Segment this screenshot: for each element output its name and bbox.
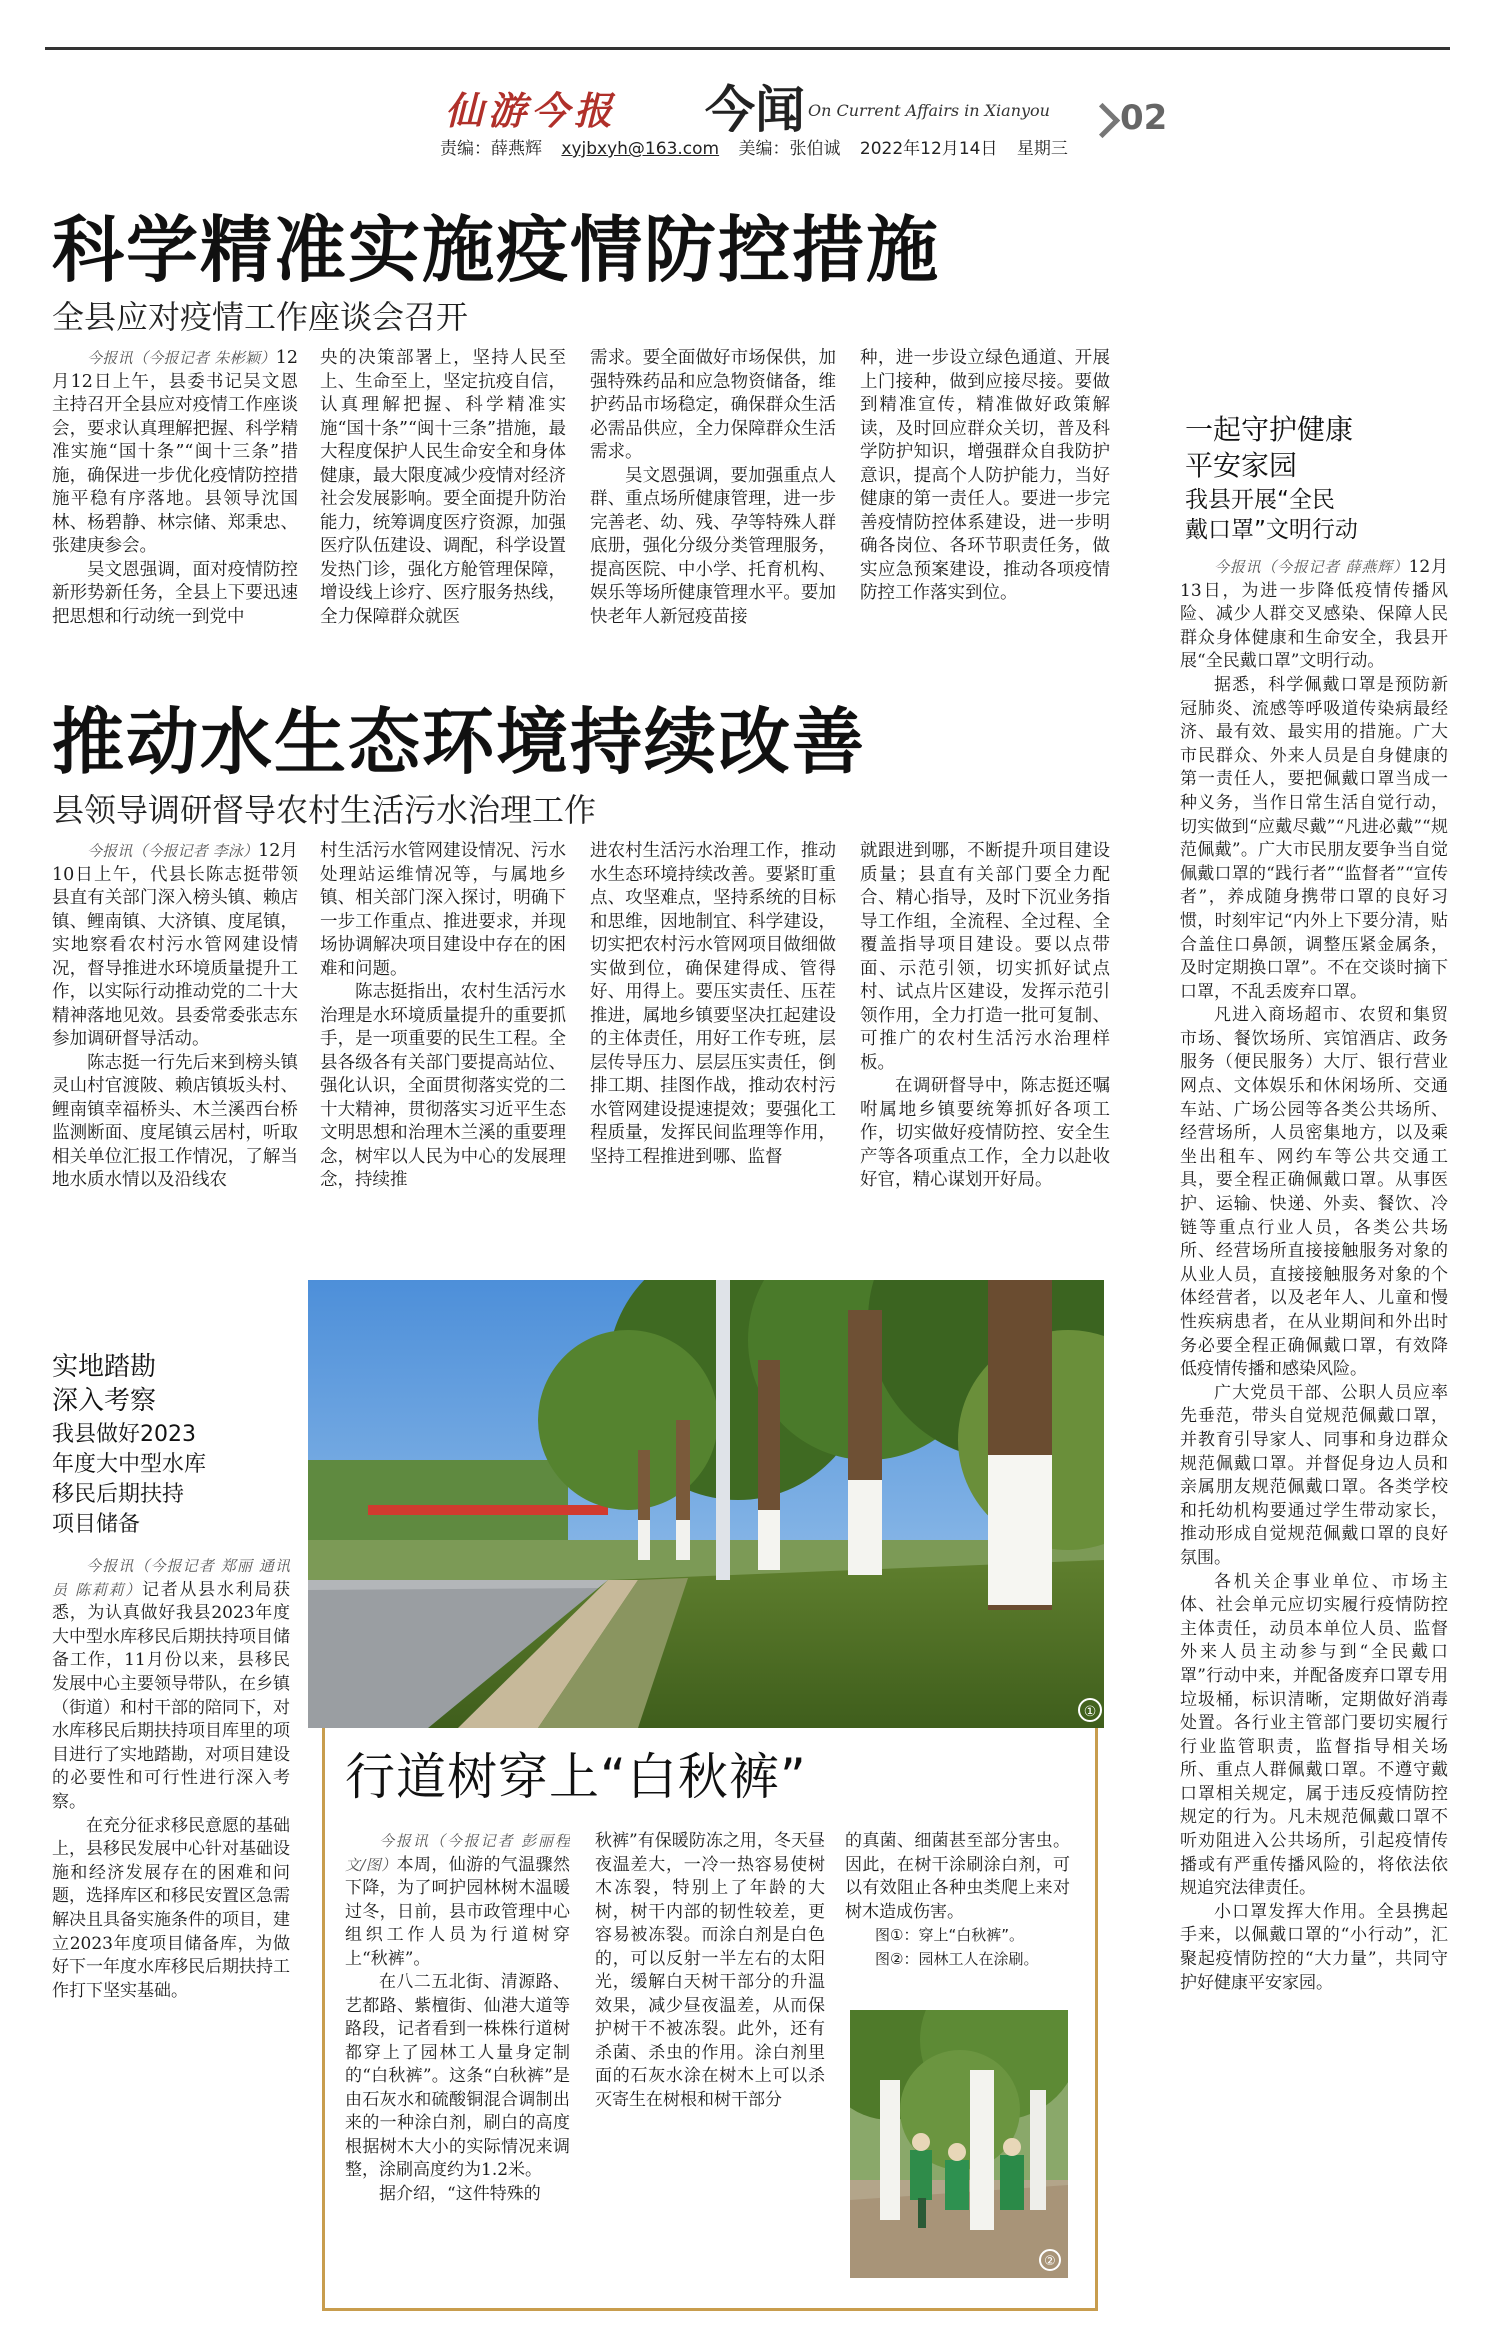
article1-text3: 需求。要全面做好市场保供，加强特殊药品和应急物资储备，维护药品市场稳定，确保群众生活必需品供应，全力保障群众生活需求。 — [590, 348, 836, 462]
article1-subhead: 全县应对疫情工作座谈会召开 — [52, 298, 469, 336]
leftbox-subhead-1: 我县做好2023 — [52, 1422, 196, 1447]
article1-col4 — [860, 347, 1110, 637]
article2-text3: 进农村生活污水治理工作，推动水生态环境持续改善。要紧盯重点、攻坚难点，坚持系统的目标和思维，因地制宜、科学建设，切实把农村污水管网项目做细做实做到位，确保建得成、管得好、用得上。要压实责任、压茬推进，属地乡镇要坚决扛起建设的主体责任，用好工作专班，层层传导压力、层层压实责任，倒排工期、挂图作战，推动农村污水管网建设提速提效；要强化工程质量，发挥民间监理等作用，坚持工程推进到哪、监督 — [590, 841, 836, 1167]
article1-col2 — [320, 347, 566, 637]
article2-subhead: 县领导调研督导农村生活污水治理工作 — [52, 791, 597, 829]
article1-col1 — [52, 347, 298, 637]
leftbox-body — [52, 1555, 290, 2135]
photo2-caption: 图②：园林工人在涂刷。 — [875, 1949, 1039, 1968]
article1-text2: 央的决策部署上，坚持人民至上、生命至上，坚定抗疫自信，认真理解把握、科学精准实施“国十条”“闽十三条”措施，最大程度保护人民生命安全和身体健康，最大限度减少疫情对经济社会发展影响。要全面提升防治能力，统筹调度医疗资源，加强医疗队伍建设、调配，科学设置发热门诊，强化方舱管理保障，增设线上诊疗、医疗服务热线，全力保障群众就医 — [320, 348, 566, 627]
article2-text2: 村生活污水管网建设情况、污水处理站运维情况等，与属地乡镇、相关部门深入探讨，明确下一步工作重点、推进要求，并现场协调解决项目建设中存在的困难和问题。 — [320, 841, 566, 979]
email-link[interactable]: xyjbxyh@163.com — [561, 139, 720, 159]
article1-text4: 种，进一步设立绿色通道、开展上门接种，做到应接尽接。要做到精准宣传，精准做好政策解读，及时回应群众关切，普及科学防护知识，增强群众自我防护意识，提高个人防护能力，当好健康的第一责任人。要进一步完善疫情防控体系建设，进一步明确各岗位、各环节职责任务，做实应急预案建设，推动各项疫情防控工作落实到位。 — [860, 348, 1110, 603]
photo-gardeners-painting — [850, 2010, 1068, 2278]
article2-col2 — [320, 840, 566, 1240]
article2-text4: 就跟进到哪，不断提升项目建设质量；县直有关部门要全力配合、精心指导，及时下沉业务指导工作组，全流程、全过程、全覆盖指导项目建设。要以点带面、示范引领，切实抓好试点村、试点片区建设，发挥示范引领作用，全力打造一批可复制、可推广的农村生活污水治理样板。 — [860, 841, 1110, 1073]
article2-text1: 12月10日上午，代县长陈志挺带领县直有关部门深入榜头镇、赖店镇、鲤南镇、大济镇、度尾镇，实地察看农村污水管网建设情况，督导推进水环境质量提升工作，以实际行动推动党的二十大精神落地见效。县委常委张志东参加调研督导活动。 — [52, 841, 298, 1049]
article2-headline: 推动水生态环境持续改善 — [52, 700, 867, 784]
date: 2022年12月14日 — [859, 139, 998, 159]
leftbox-p1: 记者从县水利局获悉，为认真做好我县2023年度大中型水库移民后期扶持项目储备工作，11月份以来，县移民发展中心主要领导带队，在乡镇（街道）和村干部的陪同下，对水库移民后期扶持项目库里的项目进行了实地踏勘，对项目建设的必要性和可行性进行深入考察。 — [52, 1579, 290, 1812]
chevron-right-icon — [1085, 103, 1120, 138]
leftbox-byline: 今报讯（今报记者 郑丽 通讯员 陈莉莉） — [52, 1557, 290, 1599]
sidebar-p4: 广大党员干部、公职人员应率先垂范，带头自觉规范佩戴口罩，并教育引导家人、同事和身边群众规范佩戴口罩。并督促身边人员和亲属朋友规范佩戴口罩。各类学校和托幼机构要通过学生带动家长，推动形成自觉规范佩戴口罩的良好氛围。 — [1180, 1382, 1448, 1568]
article3-byline: 今报讯（今报记者 彭丽程 文/图） — [345, 1832, 570, 1874]
article3-col1 — [345, 1830, 570, 2300]
article3-col3 — [845, 1830, 1070, 2005]
section-subtitle: On Current Affairs in Xianyou — [808, 101, 1050, 120]
article2-text1b: 陈志挺一行先后来到榜头镇灵山村官渡陂、赖店镇坂头村、鲤南镇幸福桥头、木兰溪西台桥监测断面、度尾镇云居村，听取相关单位汇报工作情况，了解当地水质水情以及沿线农 — [52, 1052, 298, 1190]
leftbox-headline-1: 实地踏勘 — [52, 1352, 157, 1382]
leftbox-headline-2: 深入考察 — [52, 1386, 157, 1416]
article2-col3 — [590, 840, 836, 1240]
photo-white-painted-trees — [308, 1280, 1104, 1728]
leftbox-subhead-3: 移民后期扶持 — [52, 1482, 185, 1507]
weekday: 星期三 — [1016, 139, 1068, 159]
leftbox-subhead-4: 项目储备 — [52, 1512, 141, 1537]
sidebar-headline-1: 一起守护健康 — [1185, 413, 1354, 446]
article2-col4 — [860, 840, 1110, 1240]
article1-byline: 今报讯（今报记者 朱彬颖） — [87, 349, 276, 367]
article3-text1: 本周，仙游的气温骤然下降，为了呵护园林树木温暖过冬，日前，县市政管理中心组织工作人员为行道树穿上“秋裤”。 — [345, 1854, 570, 1969]
article2-text4b: 在调研督导中，陈志挺还嘱咐属地乡镇要统筹抓好各项工作，切实做好疫情防控、安全生产等各项重点工作，全力以赴收好官，精心谋划开好局。 — [860, 1076, 1110, 1190]
sidebar-body — [1180, 556, 1448, 2156]
article3-text2: 秋裤”有保暖防冻之用，冬天昼夜温差大，一冷一热容易使树木冻裂，特别上了年龄的大树，树干内部的韧性较差，更容易被冻裂。而涂白剂是白色的，可以反射一半左右的太阳光，缓解白天树干部分的升温效果，减少昼夜温差，从而保护树干不被冻裂。此外，还有杀菌、杀虫的作用。涂白剂里面的石灰水涂在树木上可以杀灭寄生在树根和树干部分 — [595, 1831, 825, 2110]
article3-text1c: 据介绍，“这件特殊的 — [379, 2183, 541, 2204]
sidebar-p5: 各机关企事业单位、市场主体、社会单元应切实履行疫情防控主体责任，动员本单位人员、监督外来人员主动参与到“全民戴口罩”行动中来，并配备废弃口罩专用垃圾桶，标识清晰，定期做好消毒处置。各行业主管部门要切实履行行业监管职责，监督指导相关场所、重点人群佩戴口罩。不遵守戴口罩相关规定，属于违反疫情防控规定的行为。凡未规范佩戴口罩不听劝阻进入公共场所，引起疫情传播或有严重传播风险的，将依法依规追究法律责任。 — [1180, 1571, 1448, 1899]
sidebar-p2: 据悉，科学佩戴口罩是预防新冠肺炎、流感等呼吸道传染病最经济、最有效、最实用的措施。广大市民群众、外来人员是自身健康的第一责任人，要把佩戴口罩当成一种义务，当作日常生活自觉行动，切实做到“应戴尽戴”“凡进必戴”“规范佩戴”。广大市民朋友要争当自觉佩戴口罩的“践行者”“监督者”“宣传者”，养成随身携带口罩的良好习惯，时刻牢记“内外上下要分清，贴合盖住口鼻颌，调整压紧金属条，及时定期换口罩”。不在交谈时摘下口罩，不乱丢废弃口罩。 — [1180, 674, 1448, 1002]
photo1-caption: 图①：穿上“白秋裤”。 — [875, 1926, 1024, 1944]
photo1-number: ① — [1083, 1704, 1097, 1720]
top-rule — [45, 47, 1450, 50]
section-title: 今闻 — [705, 81, 805, 139]
article2-col1 — [52, 840, 298, 1240]
leftbox-subhead-2: 年度大中型水库 — [52, 1452, 207, 1477]
paper-name: 仙游今报 — [445, 88, 618, 133]
sidebar-p3: 凡进入商场超市、农贸和集贸市场、餐饮场所、宾馆酒店、政务服务（便民服务）大厅、银行营业网点、文体娱乐和休闲场所、交通车站、广场公园等各类公共场所、经营场所，人员密集地方，以及乘坐出租车、网约车等公共交通工具，要全程正确佩戴口罩。从事医护、运输、快递、外卖、餐饮、冷链等重点行业人员，各类公共场所、经营场所直接接触服务对象的从业人员，直接接触服务对象的个体经营者，以及老年人、儿童和慢性疾病患者，在从业期间和外出时务必要全程正确佩戴口罩，有效降低疫情传播和感染风险。 — [1180, 1005, 1448, 1380]
article1-text1b: 吴文恩强调，面对疫情防控新形势新任务，全县上下要迅速把思想和行动统一到党中 — [52, 559, 298, 627]
article1-text1: 12月12日上午，县委书记吴文恩主持召开全县应对疫情工作座谈会，要求认真理解把握、科学精准实施“国十条”“闽十三条”措施，确保进一步优化疫情防控措施平稳有序落地。县领导沈国林、杨碧静、林宗储、郑秉忠、张建庚参会。 — [52, 348, 298, 556]
sidebar-byline: 今报讯（今报记者 薛燕辉） — [1214, 558, 1409, 576]
article1-headline: 科学精准实施疫情防控措施 — [52, 208, 941, 292]
sidebar-p6: 小口罩发挥大作用。全县携起手来，以佩戴口罩的“小行动”，汇聚起疫情防控的“大力量”，共同守护好健康平安家园。 — [1180, 1901, 1448, 1993]
article3-headline: 行道树穿上“白秋裤” — [345, 1748, 807, 1806]
article1-col3 — [590, 347, 836, 637]
article2-text2b: 陈志挺指出，农村生活污水治理是水环境质量提升的重要抓手，是一项重要的民生工程。全县各级各有关部门要提高站位、强化认识，全面贯彻落实党的二十大精神，贯彻落实习近平生态文明思想和治理木兰溪的重要理念，树牢以人民为中心的发展理念，持续推 — [320, 982, 566, 1190]
article3-text1b: 在八二五北街、清源路、艺都路、紫檀街、仙港大道等路段，记者看到一株株行道树都穿上了园林工人量身定制的“白秋裤”。这条“白秋裤”是由石灰水和硫酸铜混合调制出来的一种涂白剂，刷白的高度根据树木大小的实际情况来调整，涂刷高度约为1.2米。 — [345, 1972, 570, 2180]
sidebar-headline-2: 平安家园 — [1185, 449, 1298, 482]
sidebar-subhead-2: 戴口罩”文明行动 — [1185, 517, 1358, 543]
masthead-info — [440, 134, 1082, 159]
article3-text3: 的真菌、细菌甚至部分害虫。因此，在树干涂刷涂白剂，可以有效阻止各种虫类爬上来对树木造成伤害。 — [845, 1831, 1070, 1922]
sidebar-p1: 12月13日，为进一步降低疫情传播风险、减少人群交叉感染、保障人民群众身体健康和生命安全，我县开展“全民戴口罩”文明行动。 — [1180, 557, 1448, 672]
editor: 责编：薛燕辉 — [440, 139, 542, 159]
article3-col2 — [595, 1830, 825, 2300]
article1-text3b: 吴文恩强调，要加强重点人群、重点场所健康管理，进一步完善老、幼、残、孕等特殊人群底册，强化分级分类管理服务，提高医院、中小学、托育机构、娱乐等场所健康管理水平。要加快老年人新冠疫苗接 — [590, 465, 836, 627]
leftbox-p2: 在充分征求移民意愿的基础上，县移民发展中心针对基础设施和经济发展存在的困难和问题，选择库区和移民安置区急需解决且具备实施条件的项目，建立2023年度项目储备库，为做好下一年度水库移民后期扶持工作打下坚实基础。 — [52, 1815, 290, 2001]
article2-byline: 今报讯（今报记者 李泳） — [87, 842, 259, 860]
photo2-number: ② — [1044, 2254, 1056, 2269]
sidebar-subhead-1: 我县开展“全民 — [1185, 487, 1335, 513]
designer: 美编：张伯诚 — [738, 139, 841, 159]
page-number: 02 — [1120, 98, 1168, 138]
